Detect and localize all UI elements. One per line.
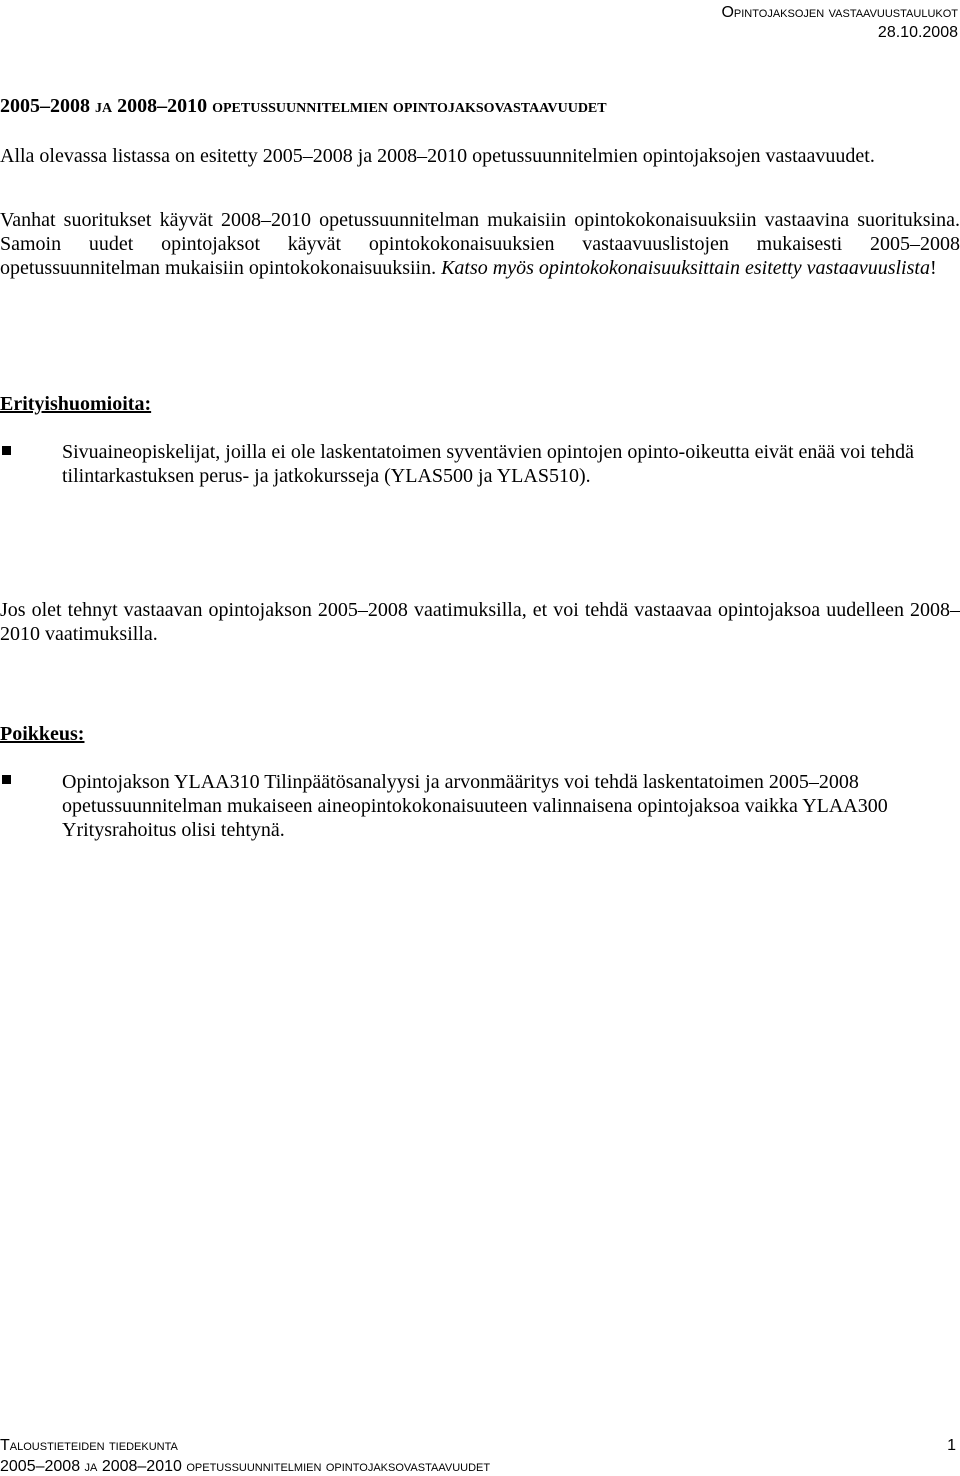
note-paragraph — [0, 208, 960, 280]
document-title: 2005–2008 ja 2008–2010 opetussuunnitelmien opintojaksovastaavuudet — [0, 95, 607, 117]
exception-item: Opintojakson YLAA310 Tilinpäätösanalyysi ja arvonmääritys voi tehdä laskentatoimen 2005–2008 opetussuunnitelman mukaiseen aineopintokokonaisuuteen valinnaisena opintojaksoa vaikka YLAA300 Yritysrahoitus olisi tehtynä. — [62, 771, 888, 841]
note-main-text: Vanhat suoritukset käyvät 2008–2010 opetussuunnitelman mukaisiin opintokokonaisuuksiin vastaavina suorituksina. Samoin uudet opintojaksot käyvät opintokokonaisuuksien vastaavuuslistojen mukaisesti 2005–2008 opetussuunnitelman mukaisiin opintokokonaisuuksiin. — [0, 209, 960, 279]
footer-faculty: Taloustieteiden tiedekunta — [0, 1437, 178, 1454]
special-notes-heading: Erityishuomioita: — [0, 393, 152, 415]
footer-page-number: 1 — [947, 1437, 956, 1454]
footer-subtitle: 2005–2008 ja 2008–2010 opetussuunnitelmien opintojaksovastaavuudet — [0, 1458, 491, 1475]
square-bullet-icon — [2, 446, 11, 455]
see-also-link-text: Katso myös opintokokonaisuuksittain esitetty vastaavuuslista — [441, 257, 930, 279]
square-bullet-icon — [2, 775, 11, 784]
intro-text: Alla olevassa listassa on esitetty 2005–2008 ja 2008–2010 opetussuunnitelmien opintojaksojen vastaavuudet. — [0, 145, 875, 167]
note-end-text: ! — [929, 257, 937, 279]
exception-heading: Poikkeus: — [0, 723, 85, 745]
header-title: Opintojaksojen vastaavuustaulukot — [721, 4, 958, 21]
special-note-item: Sivuaineopiskelijat, joilla ei ole laskentatoimen syventävien opintojen opinto-oikeutta eivät enää voi tehdä tilintarkastuksen perus- ja jatkokursseja (YLAS500 ja YLAS510). — [62, 441, 914, 487]
intro-paragraph — [0, 144, 960, 168]
rule-paragraph: Jos olet tehnyt vastaavan opintojakson 2005–2008 vaatimuksilla, et voi tehdä vastaavaa opintojaksoa uudelleen 2008–2010 vaatimuksilla. — [0, 599, 960, 645]
header-date: 28.10.2008 — [877, 24, 958, 41]
